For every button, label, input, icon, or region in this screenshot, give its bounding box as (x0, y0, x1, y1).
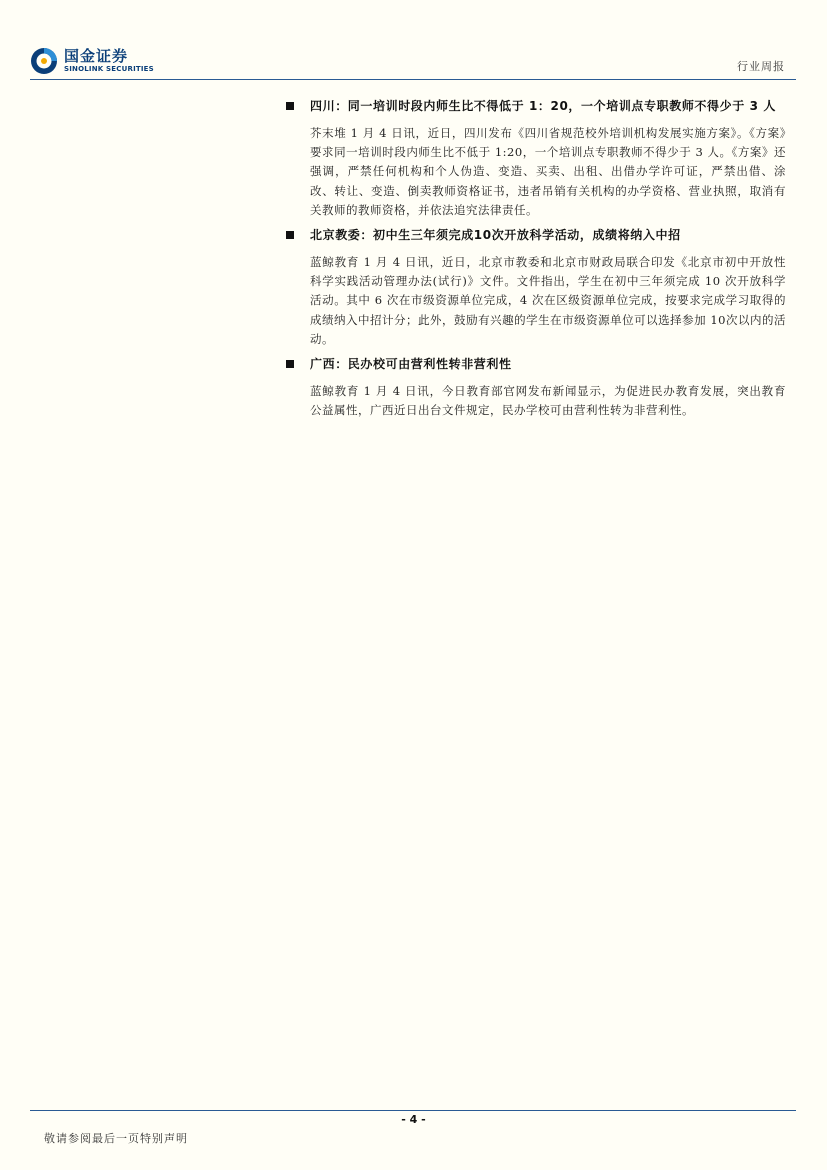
section-heading (286, 97, 786, 116)
news-section-sichuan (286, 97, 786, 220)
sinolink-logo-icon (30, 47, 58, 75)
section-title-text: 北京教委：初中生三年须完成10次开放科学活动，成绩将纳入中招 (310, 228, 681, 243)
section-title-text: 四川：同一培训时段内师生比不得低于 1：20，一个培训点专职教师不得少于 3 人 (310, 99, 776, 113)
report-type-label: 行业周报 (737, 60, 785, 73)
section-title-text: 广西：民办校可由营利性转非营利性 (310, 357, 512, 372)
section-heading (286, 226, 786, 245)
page-number: - 4 - (401, 1113, 426, 1126)
news-section-guangxi (286, 355, 786, 420)
main-content (286, 97, 786, 426)
square-bullet-icon (286, 360, 294, 368)
disclaimer-text: 敬请参阅最后一页特别声明 (44, 1132, 188, 1145)
footer-divider (30, 1110, 796, 1111)
section-body-text: 蓝鲸教育 1 月 4 日讯，近日，北京市教委和北京市财政局联合印发《北京市初中开放性科学实践活动管理办法(试行)》文件。文件指出，学生在初中三年须完成 10 次开放科学活动。其中 6 次在市级资源单位完成，4 次在区级资源单位完成，按要求完成学习取得的成绩纳入中招计分；此外，鼓励有兴趣的学生在市级资源单位可以选择参加 10次以内的活动。 (310, 255, 786, 346)
header-divider (30, 79, 796, 80)
page-header (0, 0, 827, 80)
logo-english-name: SINOLINK SECURITIES (64, 65, 154, 73)
square-bullet-icon (286, 102, 294, 110)
section-heading (286, 355, 786, 374)
section-body-text: 蓝鲸教育 1 月 4 日讯，今日教育部官网发布新闻显示，为促进民办教育发展，突出教育公益属性，广西近日出台文件规定，民办学校可由营利性转为非营利性。 (310, 384, 786, 418)
square-bullet-icon (286, 231, 294, 239)
logo-chinese-name: 国金证券 (64, 47, 129, 65)
section-body-text: 芥末堆 1 月 4 日讯，近日，四川发布《四川省规范校外培训机构发展实施方案》。《方案》要求同一培训时段内师生比不低于 1:20，一个培训点专职教师不得少于 3 人。《方案》还强调，严禁任何机构和个人伪造、变造、买卖、出租、出借办学许可证，严禁出借、涂改、转让、变造、倒卖教师资格证书，违者吊销有关机构的办学资格、营业执照，取消有关教师的教师资格，并依法追究法律责任。 (310, 126, 786, 217)
news-section-beijing (286, 226, 786, 349)
company-logo (30, 47, 160, 77)
